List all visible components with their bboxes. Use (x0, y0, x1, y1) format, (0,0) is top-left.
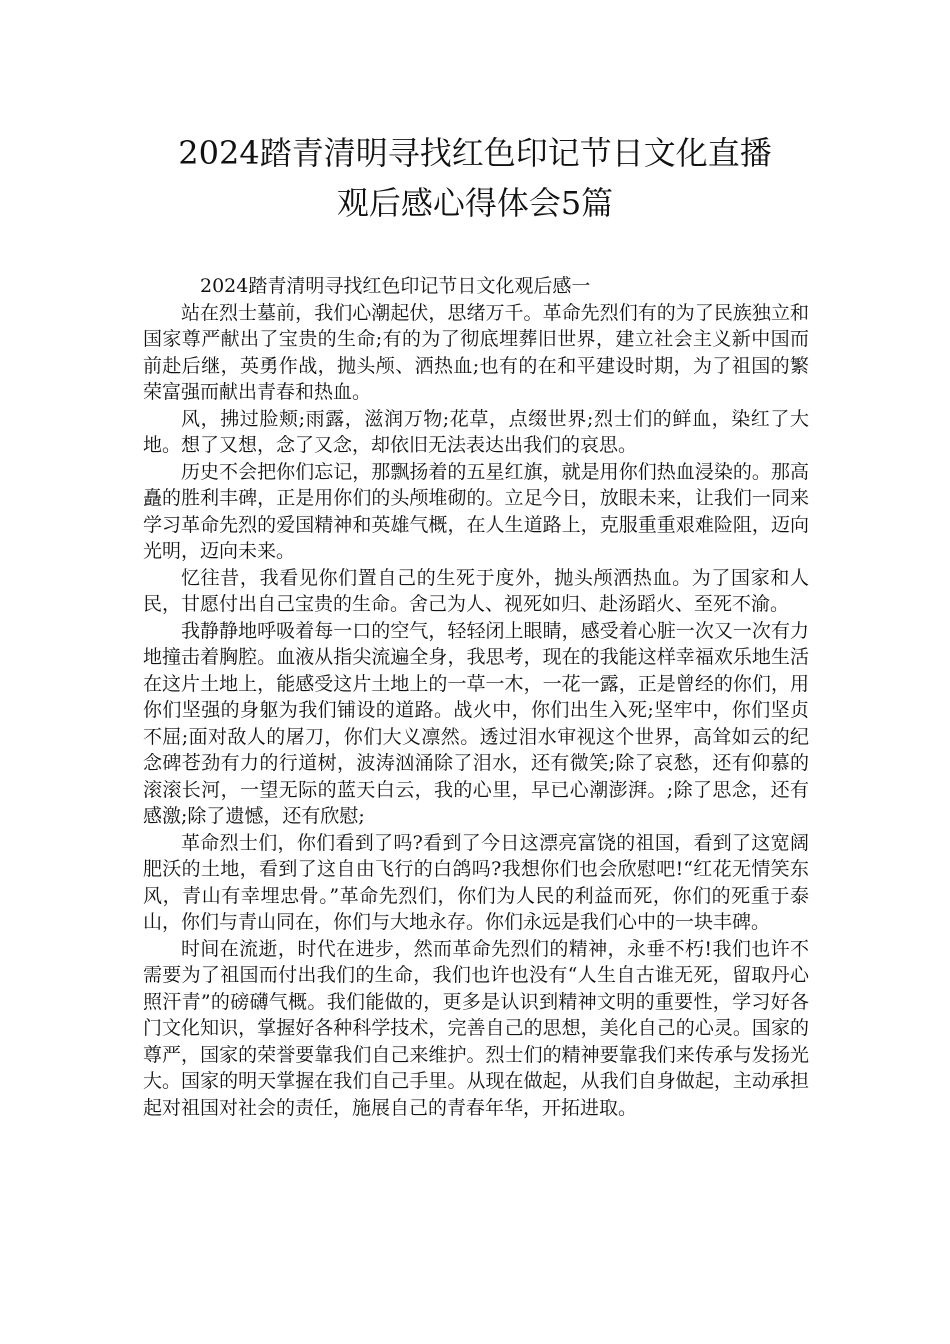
paragraph: 时间在流逝，时代在进步，然而革命先烈们的精神，永垂不朽!我们也许不需要为了祖国而付出我们的生命，我们也许也没有“人生自古谁无死，留取丹心照汗青”的磅礴气概。我们能做的，更多是认识到精神文明的重要性，学习好各门文化知识，掌握好各种科学技术，完善自己的思想，美化自己的心灵。国家的尊严，国家的荣誉要靠我们自己来维护。烈士们的精神要靠我们来传承与发扬光大。国家的明天掌握在我们自己手里。从现在做起，从我们自身做起，主动承担起对祖国对社会的责任，施展自己的青春年华，开拓进取。 (143, 937, 809, 1119)
section-subtitle: 2024踏青清明寻找红色印记节日文化观后感一 (200, 275, 591, 297)
paragraph: 站在烈士墓前，我们心潮起伏，思绪万千。革命先烈们有的为了民族独立和国家尊严献出了宝贵的生命;有的为了彻底埋葬旧世界，建立社会主义新中国而前赴后继，英勇作战，抛头颅、洒热血;也有的在和平建设时期，为了祖国的繁荣富强而献出青春和热血。 (143, 301, 809, 403)
document-title (100, 128, 850, 228)
title-line-2: 观后感心得体会5篇 (336, 184, 614, 222)
paragraph: 历史不会把你们忘记，那飘扬着的五星红旗，就是用你们热血浸染的。那高矗的胜利丰碑，正是用你们的头颅堆砌的。立足今日，放眼未来，让我们一同来学习革命先烈的爱国精神和英雄气概，在人生道路上，克服重重艰难险阻，迈向光明，迈向未来。 (143, 460, 809, 562)
document-body (143, 273, 809, 1121)
paragraph: 风，拂过脸颊;雨露，滋润万物;花草，点缀世界;烈士们的鲜血，染红了大地。想了又想，念了又念，却依旧无法表达出我们的哀思。 (143, 407, 809, 456)
paragraph: 我静静地呼吸着每一口的空气，轻轻闭上眼睛，感受着心脏一次又一次有力地撞击着胸腔。血液从指尖流遍全身，我思考，现在的我能这样幸福欢乐地生活在这片土地上，能感受这片土地上的一草一木，一花一露，正是曾经的你们，用你们坚强的身躯为我们铺设的道路。战火中，你们出生入死;坚牢中，你们坚贞不屈;面对敌人的屠刀，你们大义凛然。透过泪水审视这个世界，高耸如云的纪念碑苍劲有力的行道树，波涛汹涌除了泪水，还有微笑;除了哀愁，还有仰慕的滚滚长河，一望无际的蓝天白云，我的心里，早已心潮澎湃。;除了思念，还有感激;除了遗憾，还有欣慰; (143, 619, 809, 827)
title-line-1: 2024踏青清明寻找红色印记节日文化直播 (178, 134, 772, 172)
paragraph: 忆往昔，我看见你们置自己的生死于度外，抛头颅洒热血。为了国家和人民，甘愿付出自己宝贵的生命。舍己为人、视死如归、赴汤蹈火、至死不渝。 (143, 566, 809, 615)
paragraph: 革命烈士们，你们看到了吗?看到了今日这漂亮富饶的祖国，看到了这宽阔肥沃的土地，看到了这自由飞行的白鸽吗?我想你们也会欣慰吧!“红花无情笑东风，青山有幸埋忠骨。”革命先烈们，你们为人民的利益而死，你们的死重于泰山，你们与青山同在，你们与大地永存。你们永远是我们心中的一块丰碑。 (143, 831, 809, 933)
